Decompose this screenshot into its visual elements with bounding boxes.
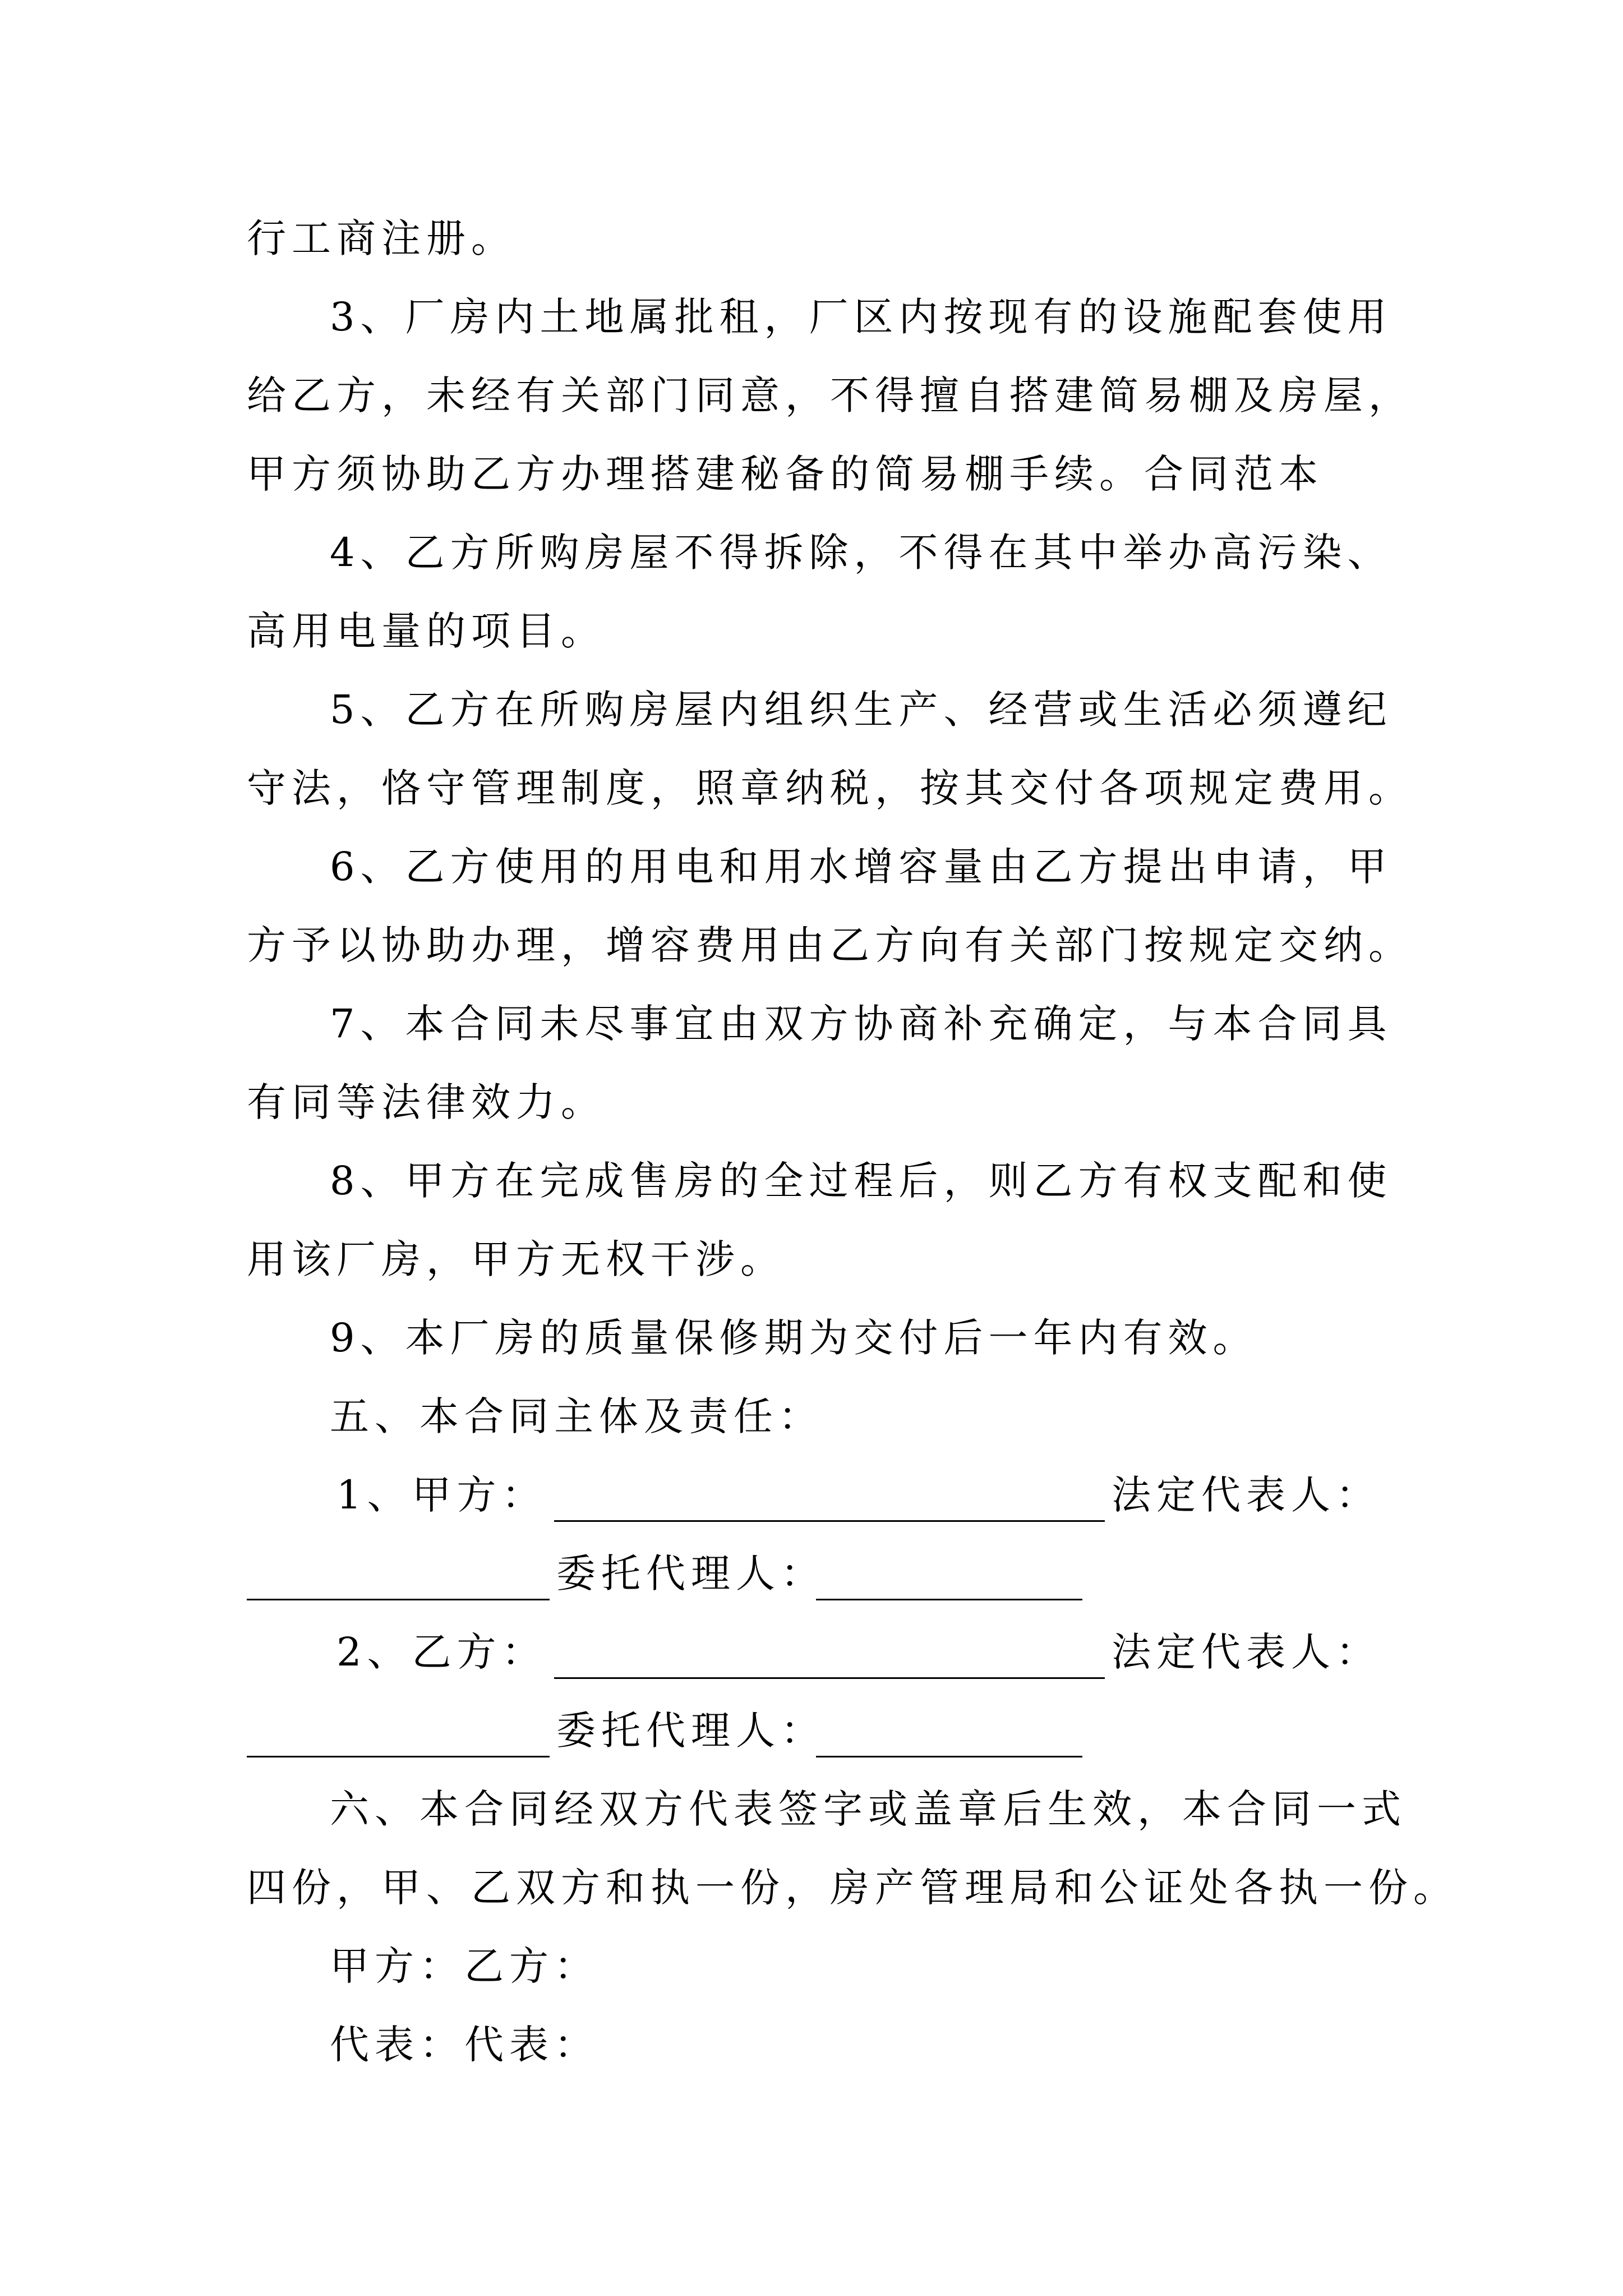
text-line: 甲方须协助乙方办理搭建秘备的简易棚手续。合同范本: [247, 451, 1324, 497]
text-line: 3、厂房内土地属批租，厂区内按现有的设施配套使用: [330, 294, 1393, 340]
text-line: 8、甲方在完成售房的全过程后，则乙方有权支配和使: [330, 1158, 1393, 1204]
text-line: 六、本合同经双方代表签字或盖章后生效，本合同一式: [330, 1786, 1407, 1832]
party-b-legal-rep-label: 法定代表人：: [1112, 1629, 1381, 1675]
text-line: 9、本厂房的质量保修期为交付后一年内有效。: [330, 1315, 1258, 1361]
representatives-line: 代表：代表：: [330, 2022, 599, 2068]
text-line: 给乙方，未经有关部门同意，不得擅自搭建简易棚及房屋，: [247, 372, 1413, 418]
party-a-agent-label: 委托代理人：: [556, 1550, 826, 1596]
party-b-agent-label: 委托代理人：: [556, 1708, 826, 1754]
text-line: 有同等法律效力。: [247, 1079, 606, 1125]
text-line: 四份，甲、乙双方和执一份，房产管理局和公证处各执一份。: [247, 1865, 1458, 1911]
text-line: 守法，恪守管理制度，照章纳税，按其交付各项规定费用。: [247, 765, 1413, 811]
text-line: 用该厂房，甲方无权干涉。: [247, 1236, 785, 1282]
party-a-name-blank[interactable]: [554, 1520, 1105, 1522]
party-b-label: 2、乙方：: [336, 1629, 547, 1675]
party-b-legal-rep-blank[interactable]: [247, 1756, 550, 1757]
signature-parties-line: 甲方：乙方：: [330, 1943, 599, 1989]
party-a-legal-rep-blank[interactable]: [247, 1599, 550, 1600]
party-a-agent-blank[interactable]: [816, 1599, 1082, 1600]
text-line: 行工商注册。: [247, 215, 516, 261]
party-b-agent-blank[interactable]: [816, 1756, 1082, 1757]
party-a-legal-rep-label: 法定代表人：: [1112, 1472, 1381, 1518]
party-a-label: 1、甲方：: [336, 1472, 547, 1518]
text-line: 高用电量的项目。: [247, 608, 606, 654]
text-line: 6、乙方使用的用电和用水增容量由乙方提出申请，甲: [330, 844, 1393, 890]
text-line: 7、本合同未尽事宜由双方协商补充确定，与本合同具: [330, 1001, 1393, 1047]
text-line: 5、乙方在所购房屋内组织生产、经营或生活必须遵纪: [330, 687, 1393, 733]
text-line: 4、乙方所购房屋不得拆除，不得在其中举办高污染、: [330, 530, 1393, 576]
section-heading: 五、本合同主体及责任：: [330, 1393, 823, 1439]
text-line: 方予以协助办理，增容费用由乙方向有关部门按规定交纳。: [247, 922, 1413, 968]
party-b-name-blank[interactable]: [554, 1677, 1105, 1679]
